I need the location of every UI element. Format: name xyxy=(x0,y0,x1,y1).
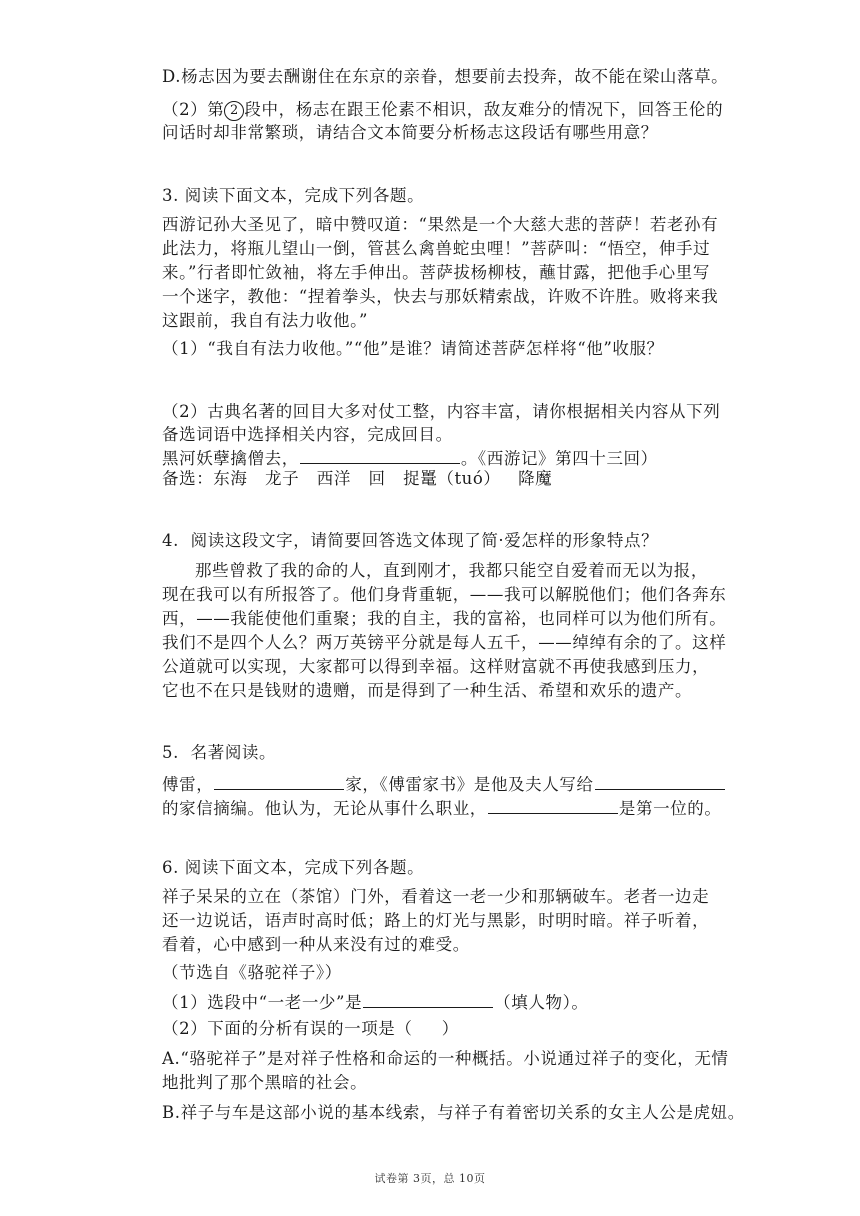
page-footer: 试卷第 3页，总 10页 xyxy=(374,1172,486,1185)
question-5-line-1: 傅雷， 家，《傅雷家书》是他及夫人写给 xyxy=(162,772,726,796)
question-3-2-line-1: （2）古典名著的回目大多对仗工整，内容丰富，请你根据相关内容从下列 xyxy=(162,402,721,421)
passage-4-line-1: 那些曾救了我的命的人，直到刚才，我都只能空自爱着而无以为报， xyxy=(195,561,708,580)
answer-blank[interactable] xyxy=(214,772,344,790)
passage-4-line-4: 我们不是四个人么？两万英镑平分就是每人五千，——绰绰有余的了。这样 xyxy=(162,633,727,652)
option-a-line-1: A.“骆驼祥子”是对祥子性格和命运的一种概括。小说通过祥子的变化，无情 xyxy=(162,1049,729,1068)
answer-blank[interactable] xyxy=(300,446,460,464)
option-b-line: B.祥子与车是这部小说的基本线索，与祥子有着密切关系的女主人公是虎妞。 xyxy=(162,1103,745,1122)
question-3-title: 3. 阅读下面文本，完成下列各题。 xyxy=(162,186,425,205)
passage-6-line-2: 还一边说话，语声时高时低；路上的灯光与黑影，时明时暗。祥子听着， xyxy=(162,911,710,930)
question-6-title: 6. 阅读下面文本，完成下列各题。 xyxy=(162,858,425,877)
question-5-title: 5. 名著阅读。 xyxy=(162,743,277,762)
answer-blank[interactable] xyxy=(488,796,618,814)
passage-4-line-6: 它也不在只是钱财的遗赠，而是得到了一种生活、希望和欢乐的遗产。 xyxy=(162,681,693,700)
passage-3-line-1: 西游记孙大圣见了，暗中赞叹道：“果然是一个大慈大悲的菩萨！若老孙有 xyxy=(162,215,719,234)
passage-4-line-5: 公道就可以实现，大家都可以得到幸福。这样财富就不再使我感到压力， xyxy=(162,657,710,676)
question-6-2: （2）下面的分析有误的一项是（ ） xyxy=(162,1019,459,1038)
question-3-2-line-3: 黑河妖孽擒僧去， 。《西游记》第四十三回） xyxy=(162,446,658,470)
passage-6-source: （节选自《骆驼祥子》） xyxy=(162,963,342,982)
passage-6-line-3: 看着，心中感到一种从来没有过的难受。 xyxy=(162,935,470,954)
question-3-2-line-2: 备选词语中选择相关内容，完成回目。 xyxy=(162,425,453,444)
question-3-2-options: 备选：东海 龙子 西洋 回 捉鼍（tuó） 降魔 xyxy=(162,469,553,488)
paragraph-number-circle: 2 xyxy=(224,101,244,121)
passage-3-line-5: 这跟前，我自有法力收他。” xyxy=(162,311,368,330)
question-2-2-line-2: 问话时却非常繁琐，请结合文本简要分析杨志这段话有哪些用意？ xyxy=(162,123,658,142)
passage-3-line-2: 此法力，将瓶儿望山一倒，管甚么禽兽蛇虫哩！”菩萨叫：“悟空，伸手过 xyxy=(162,239,711,258)
passage-3-line-3: 来。”行者即忙敛袖，将左手伸出。菩萨拔杨柳枝，蘸甘露，把他手心里写 xyxy=(162,263,710,282)
question-5-line-2: 的家信摘编。他认为，无论从事什么职业， 是第一位的。 xyxy=(162,796,722,820)
question-3-1: （1）“我自有法力收他。”“他”是谁？请简述菩萨怎样将“他”收服？ xyxy=(162,339,664,358)
question-6-1: （1）选段中“一老一少”是 （填人物）。 xyxy=(162,990,589,1014)
question-2-2-line-1: （2）第 2 段中，杨志在跟王伦素不相识，敌友难分的情况下，回答王伦的 xyxy=(162,100,724,119)
passage-4-line-2: 现在我可以有所报答了。他们身背重轭，——我可以解脱他们；他们各奔东 xyxy=(162,585,727,604)
passage-3-line-4: 一个迷字，教他：“捏着拳头，快去与那妖精索战，许败不许胜。败将来我 xyxy=(162,287,719,306)
option-a-line-2: 地批判了那个黑暗的社会。 xyxy=(162,1073,368,1092)
passage-6-line-1: 祥子呆呆的立在（茶馆）门外，看着这一老一少和那辆破车。老者一边走 xyxy=(162,887,710,906)
question-4-title: 4. 阅读这段文字，请简要回答选文体现了简·爱怎样的形象特点？ xyxy=(162,531,659,550)
option-d-line: D.杨志因为要去酬谢住在东京的亲眷，想要前去投奔，故不能在梁山落草。 xyxy=(162,67,729,86)
passage-4-line-3: 西，——我能使他们重聚；我的自主，我的富裕，也同样可以为他们所有。 xyxy=(162,609,727,628)
answer-blank[interactable] xyxy=(363,990,493,1008)
answer-blank[interactable] xyxy=(595,772,725,790)
